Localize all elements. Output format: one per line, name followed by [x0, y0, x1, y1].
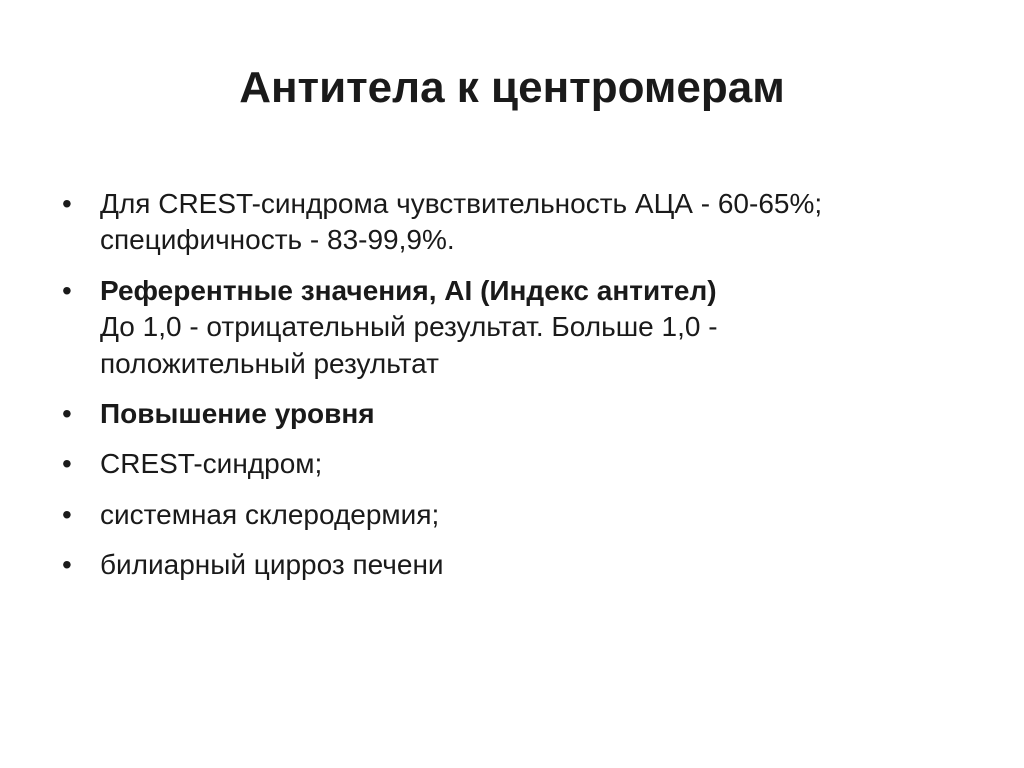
bullet-text: Для CREST-синдрома чувствительность АЦА - 60-65%; специфичность - 83-99,9%. — [100, 188, 823, 256]
bullet-item-biliary-cirrhosis — [62, 547, 922, 583]
bullet-list — [62, 186, 922, 598]
bullet-marker: • — [62, 274, 72, 306]
bullet-item-crest-sensitivity — [62, 186, 922, 259]
bullet-item-systemic-scleroderma — [62, 497, 922, 533]
bullet-marker: • — [62, 498, 72, 530]
bullet-text: Референтные значения, AI (Индекс антител) — [100, 274, 717, 306]
bullet-text: системная склеродермия; — [100, 498, 440, 530]
bullet-item-reference-values — [62, 273, 922, 382]
bullet-item-crest-syndrome — [62, 446, 922, 482]
bullet-text: билиарный цирроз печени — [100, 549, 444, 581]
bullet-marker: • — [62, 188, 72, 219]
bullet-marker: • — [62, 397, 72, 429]
bullet-marker: • — [62, 448, 72, 480]
bullet-marker: • — [62, 549, 72, 581]
bullet-text: CREST-синдром; — [100, 448, 323, 480]
bullet-subtext: До 1,0 - отрицательный результат. Больше 1,0 - положительный результат — [100, 311, 718, 379]
bullet-item-level-increase — [62, 396, 922, 432]
slide-title: Антитела к центромерам — [239, 63, 785, 112]
bullet-text: Повышение уровня — [100, 397, 375, 429]
